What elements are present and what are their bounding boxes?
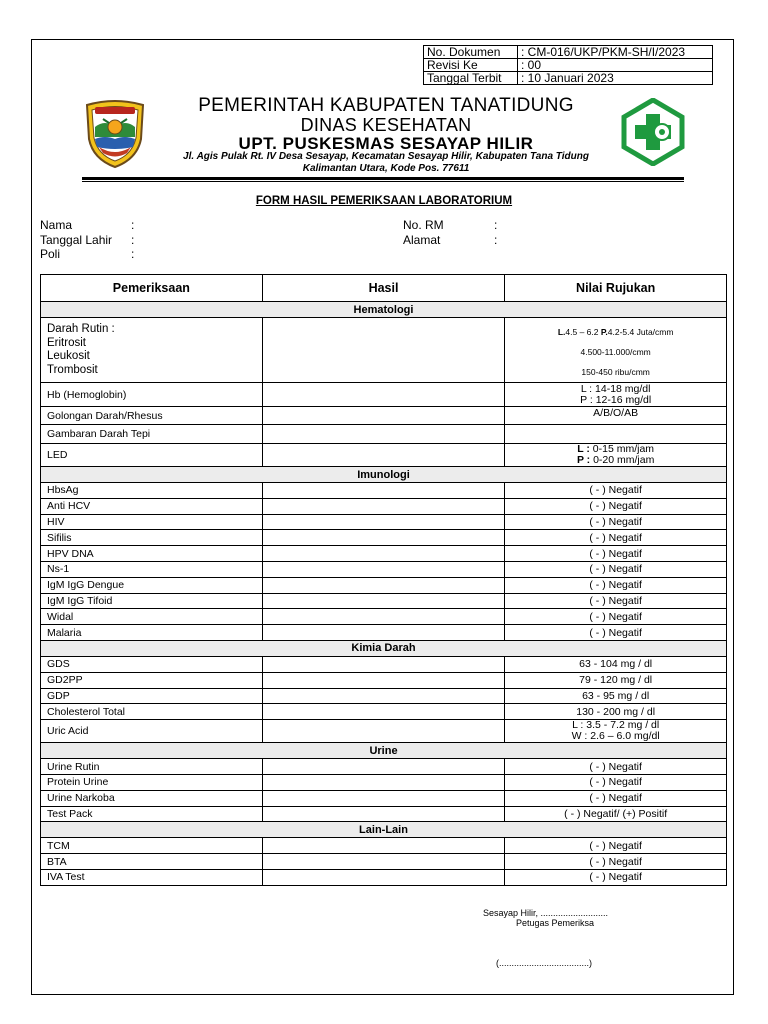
exam-name: Urine Narkoba <box>41 790 263 806</box>
reference-cell: ( - ) Negatif <box>505 774 727 790</box>
doc-info-row <box>424 59 713 72</box>
table-row <box>41 407 727 425</box>
exam-name: Cholesterol Total <box>41 704 263 720</box>
field-label: No. RM <box>403 218 444 232</box>
field-label: Poli <box>40 247 61 261</box>
header-rule-thick <box>82 177 684 180</box>
exam-name: Anti HCV <box>41 498 263 514</box>
reference-cell: ( - ) Negatif <box>505 514 727 530</box>
exam-name: HPV DNA <box>41 546 263 562</box>
document-info-box <box>423 45 713 85</box>
result-cell[interactable] <box>262 498 505 514</box>
result-cell[interactable] <box>262 609 505 625</box>
result-cell[interactable] <box>262 688 505 704</box>
section-kimia-darah <box>41 640 727 656</box>
ref-trombosit: 150-450 ribu/cmm <box>581 367 650 377</box>
exam-name: Widal <box>41 609 263 625</box>
section-imunologi <box>41 467 727 483</box>
field-label: Nama <box>40 218 73 232</box>
ref-line: P : 12-16 mg/dl <box>580 393 652 406</box>
signature-role: Petugas Pemeriksa <box>516 918 595 928</box>
exam-name: Hb (Hemoglobin) <box>41 383 263 407</box>
exam-name: GD2PP <box>41 672 263 688</box>
reference-cell: ( - ) Negatif <box>505 593 727 609</box>
result-cell[interactable] <box>262 546 505 562</box>
exam-name: Malaria <box>41 625 263 641</box>
table-row <box>41 838 727 854</box>
reference-cell: ( - ) Negatif <box>505 561 727 577</box>
table-row <box>41 561 727 577</box>
exam-name: Gambaran Darah Tepi <box>41 425 263 444</box>
exam-name: LED <box>41 444 263 467</box>
ref-eritrosit: L.4.5 – 6.2 P.4.2-5.4 Juta/cmm <box>557 327 674 337</box>
reference-cell: ( - ) Negatif <box>505 609 727 625</box>
section-title: Imunologi <box>41 467 727 483</box>
result-cell[interactable] <box>262 444 505 467</box>
table-row <box>41 759 727 775</box>
header-department: DINAS KESEHATAN <box>300 115 472 135</box>
exam-name: TCM <box>41 838 263 854</box>
table-row <box>41 720 727 743</box>
field-label: Tanggal Lahir <box>40 233 113 247</box>
reference-cell: 63 - 95 mg / dl <box>505 688 727 704</box>
reference-cell: 130 - 200 mg / dl <box>505 704 727 720</box>
header-rule-thin <box>82 181 684 182</box>
table-row <box>41 806 727 822</box>
doc-info-key: Revisi Ke <box>424 59 518 72</box>
result-cell[interactable] <box>262 577 505 593</box>
table-row-darah-rutin <box>41 318 727 383</box>
reference-cell: ( - ) Negatif <box>505 498 727 514</box>
table-row <box>41 672 727 688</box>
reference-cell: ( - ) Negatif <box>505 759 727 775</box>
table-row <box>41 530 727 546</box>
result-cell[interactable] <box>262 704 505 720</box>
address-line-2: Kalimantan Utara, Kode Pos. 77611 <box>302 163 470 174</box>
table-row <box>41 688 727 704</box>
field-colon: : <box>494 233 498 247</box>
table-row <box>41 656 727 672</box>
exam-name: IgM IgG Dengue <box>41 577 263 593</box>
result-cell[interactable] <box>262 425 505 444</box>
section-urine <box>41 743 727 759</box>
table-row <box>41 546 727 562</box>
table-row <box>41 704 727 720</box>
reference-cell: 79 - 120 mg / dl <box>505 672 727 688</box>
table-row <box>41 498 727 514</box>
result-cell[interactable] <box>262 759 505 775</box>
doc-info-row <box>424 46 713 59</box>
exam-name: Protein Urine <box>41 774 263 790</box>
signature-name-line[interactable]: (....................................) <box>496 958 593 968</box>
doc-info-row <box>424 72 713 85</box>
signature-place-date[interactable]: Sesayap Hilir, ........................... <box>483 908 609 918</box>
table-row <box>41 593 727 609</box>
table-row <box>41 625 727 641</box>
field-colon: : <box>131 247 135 261</box>
header-government: PEMERINTAH KABUPATEN TANATIDUNG <box>198 95 574 116</box>
reference-cell: ( - ) Negatif <box>505 838 727 854</box>
result-cell[interactable] <box>262 530 505 546</box>
reference-cell: ( - ) Negatif <box>505 577 727 593</box>
reference-cell <box>505 425 727 444</box>
exam-name: GDP <box>41 688 263 704</box>
result-cell[interactable] <box>262 720 505 743</box>
ref-line: W : 2.6 – 6.0 mg/dl <box>571 730 660 743</box>
ref-line: P : 0-20 mm/jam <box>576 454 655 466</box>
table-row <box>41 854 727 870</box>
regency-emblem-logo <box>81 97 149 169</box>
table-row <box>41 483 727 499</box>
address-line-1: Jl. Agis Pulak Rt. IV Desa Sesayap, Kecamatan Sesayap Hilir, Kabupaten Tana Tidung <box>183 151 589 162</box>
result-cell[interactable] <box>262 838 505 854</box>
result-cell[interactable] <box>262 561 505 577</box>
section-title: Hematologi <box>41 302 727 318</box>
result-cell[interactable] <box>262 790 505 806</box>
field-label: Alamat <box>403 233 441 247</box>
reference-cell: A/B/O/AB <box>505 407 727 425</box>
ref-line: L : 0-15 mm/jam <box>577 443 655 455</box>
form-title: FORM HASIL PEMERIKSAAN LABORATORIUM <box>255 195 513 207</box>
reference-cell: 63 - 104 mg / dl <box>505 656 727 672</box>
reference-cell <box>505 383 727 407</box>
exam-name: IVA Test <box>41 869 263 885</box>
section-title: Kimia Darah <box>41 640 727 656</box>
header-institution: UPT. PUSKESMAS SESAYAP HILIR <box>238 134 534 153</box>
exam-line: Trombosit <box>47 363 98 376</box>
exam-name: Sifilis <box>41 530 263 546</box>
reference-cell: ( - ) Negatif <box>505 483 727 499</box>
reference-cell: ( - ) Negatif <box>505 530 727 546</box>
section-hematologi <box>41 302 727 318</box>
exam-name: Uric Acid <box>41 720 263 743</box>
table-row <box>41 577 727 593</box>
result-cell[interactable] <box>262 774 505 790</box>
result-cell[interactable] <box>262 672 505 688</box>
field-colon: : <box>131 218 135 232</box>
header-address <box>150 151 622 175</box>
ref-line: L : 3.5 - 7.2 mg / dl <box>572 719 660 732</box>
table-row <box>41 383 727 407</box>
table-row <box>41 609 727 625</box>
doc-info-value: : CM-016/UKP/PKM-SH/I/2023 <box>518 46 713 59</box>
result-cell[interactable] <box>262 854 505 870</box>
exam-name: Golongan Darah/Rhesus <box>41 407 263 425</box>
table-row <box>41 869 727 885</box>
exam-name: Test Pack <box>41 806 263 822</box>
exam-line: Darah Rutin : <box>47 323 115 335</box>
doc-info-value: : 00 <box>518 59 713 72</box>
reference-cell: ( - ) Negatif <box>505 869 727 885</box>
ref-line: L : 14-18 mg/dl <box>580 382 651 395</box>
exam-name: GDS <box>41 656 263 672</box>
result-cell[interactable] <box>262 625 505 641</box>
reference-cell: ( - ) Negatif/ (+) Positif <box>505 806 727 822</box>
exam-name: BTA <box>41 854 263 870</box>
exam-line: Leukosit <box>47 350 90 362</box>
doc-info-key: No. Dokumen <box>424 46 518 59</box>
table-row <box>41 790 727 806</box>
table-row <box>41 774 727 790</box>
table-row <box>41 514 727 530</box>
exam-name: HbsAg <box>41 483 263 499</box>
reference-cell <box>505 318 727 383</box>
section-lain-lain <box>41 822 727 838</box>
reference-cell: ( - ) Negatif <box>505 546 727 562</box>
reference-cell <box>505 720 727 743</box>
result-cell[interactable] <box>262 656 505 672</box>
exam-line: Eritrosit <box>47 336 86 349</box>
reference-cell: ( - ) Negatif <box>505 790 727 806</box>
result-cell[interactable] <box>262 514 505 530</box>
exam-name: HIV <box>41 514 263 530</box>
table-row <box>41 444 727 467</box>
column-header-nilai-rujukan: Nilai Rujukan <box>505 275 727 302</box>
puskesmas-logo <box>620 98 686 166</box>
table-header-row <box>41 275 727 302</box>
column-header-hasil: Hasil <box>262 275 505 302</box>
reference-cell: ( - ) Negatif <box>505 854 727 870</box>
exam-name: IgM IgG Tifoid <box>41 593 263 609</box>
section-title: Lain-Lain <box>41 822 727 838</box>
reference-cell <box>505 444 727 467</box>
result-cell[interactable] <box>262 593 505 609</box>
column-header-pemeriksaan: Pemeriksaan <box>41 275 263 302</box>
ref-leukosit: 4.500-11.000/cmm <box>580 347 651 357</box>
section-title: Urine <box>41 743 727 759</box>
exam-name <box>41 318 263 383</box>
exam-name: Ns-1 <box>41 561 263 577</box>
result-cell[interactable] <box>262 869 505 885</box>
field-colon: : <box>494 218 498 232</box>
lab-results-table <box>40 274 727 886</box>
field-colon: : <box>131 233 135 247</box>
result-cell[interactable] <box>262 383 505 407</box>
reference-cell: ( - ) Negatif <box>505 625 727 641</box>
doc-info-key: Tanggal Terbit <box>424 72 518 85</box>
result-cell[interactable] <box>262 806 505 822</box>
result-cell[interactable] <box>262 483 505 499</box>
table-row <box>41 425 727 444</box>
result-cell[interactable] <box>262 318 505 383</box>
doc-info-value: : 10 Januari 2023 <box>518 72 713 85</box>
result-cell[interactable] <box>262 407 505 425</box>
exam-name: Urine Rutin <box>41 759 263 775</box>
